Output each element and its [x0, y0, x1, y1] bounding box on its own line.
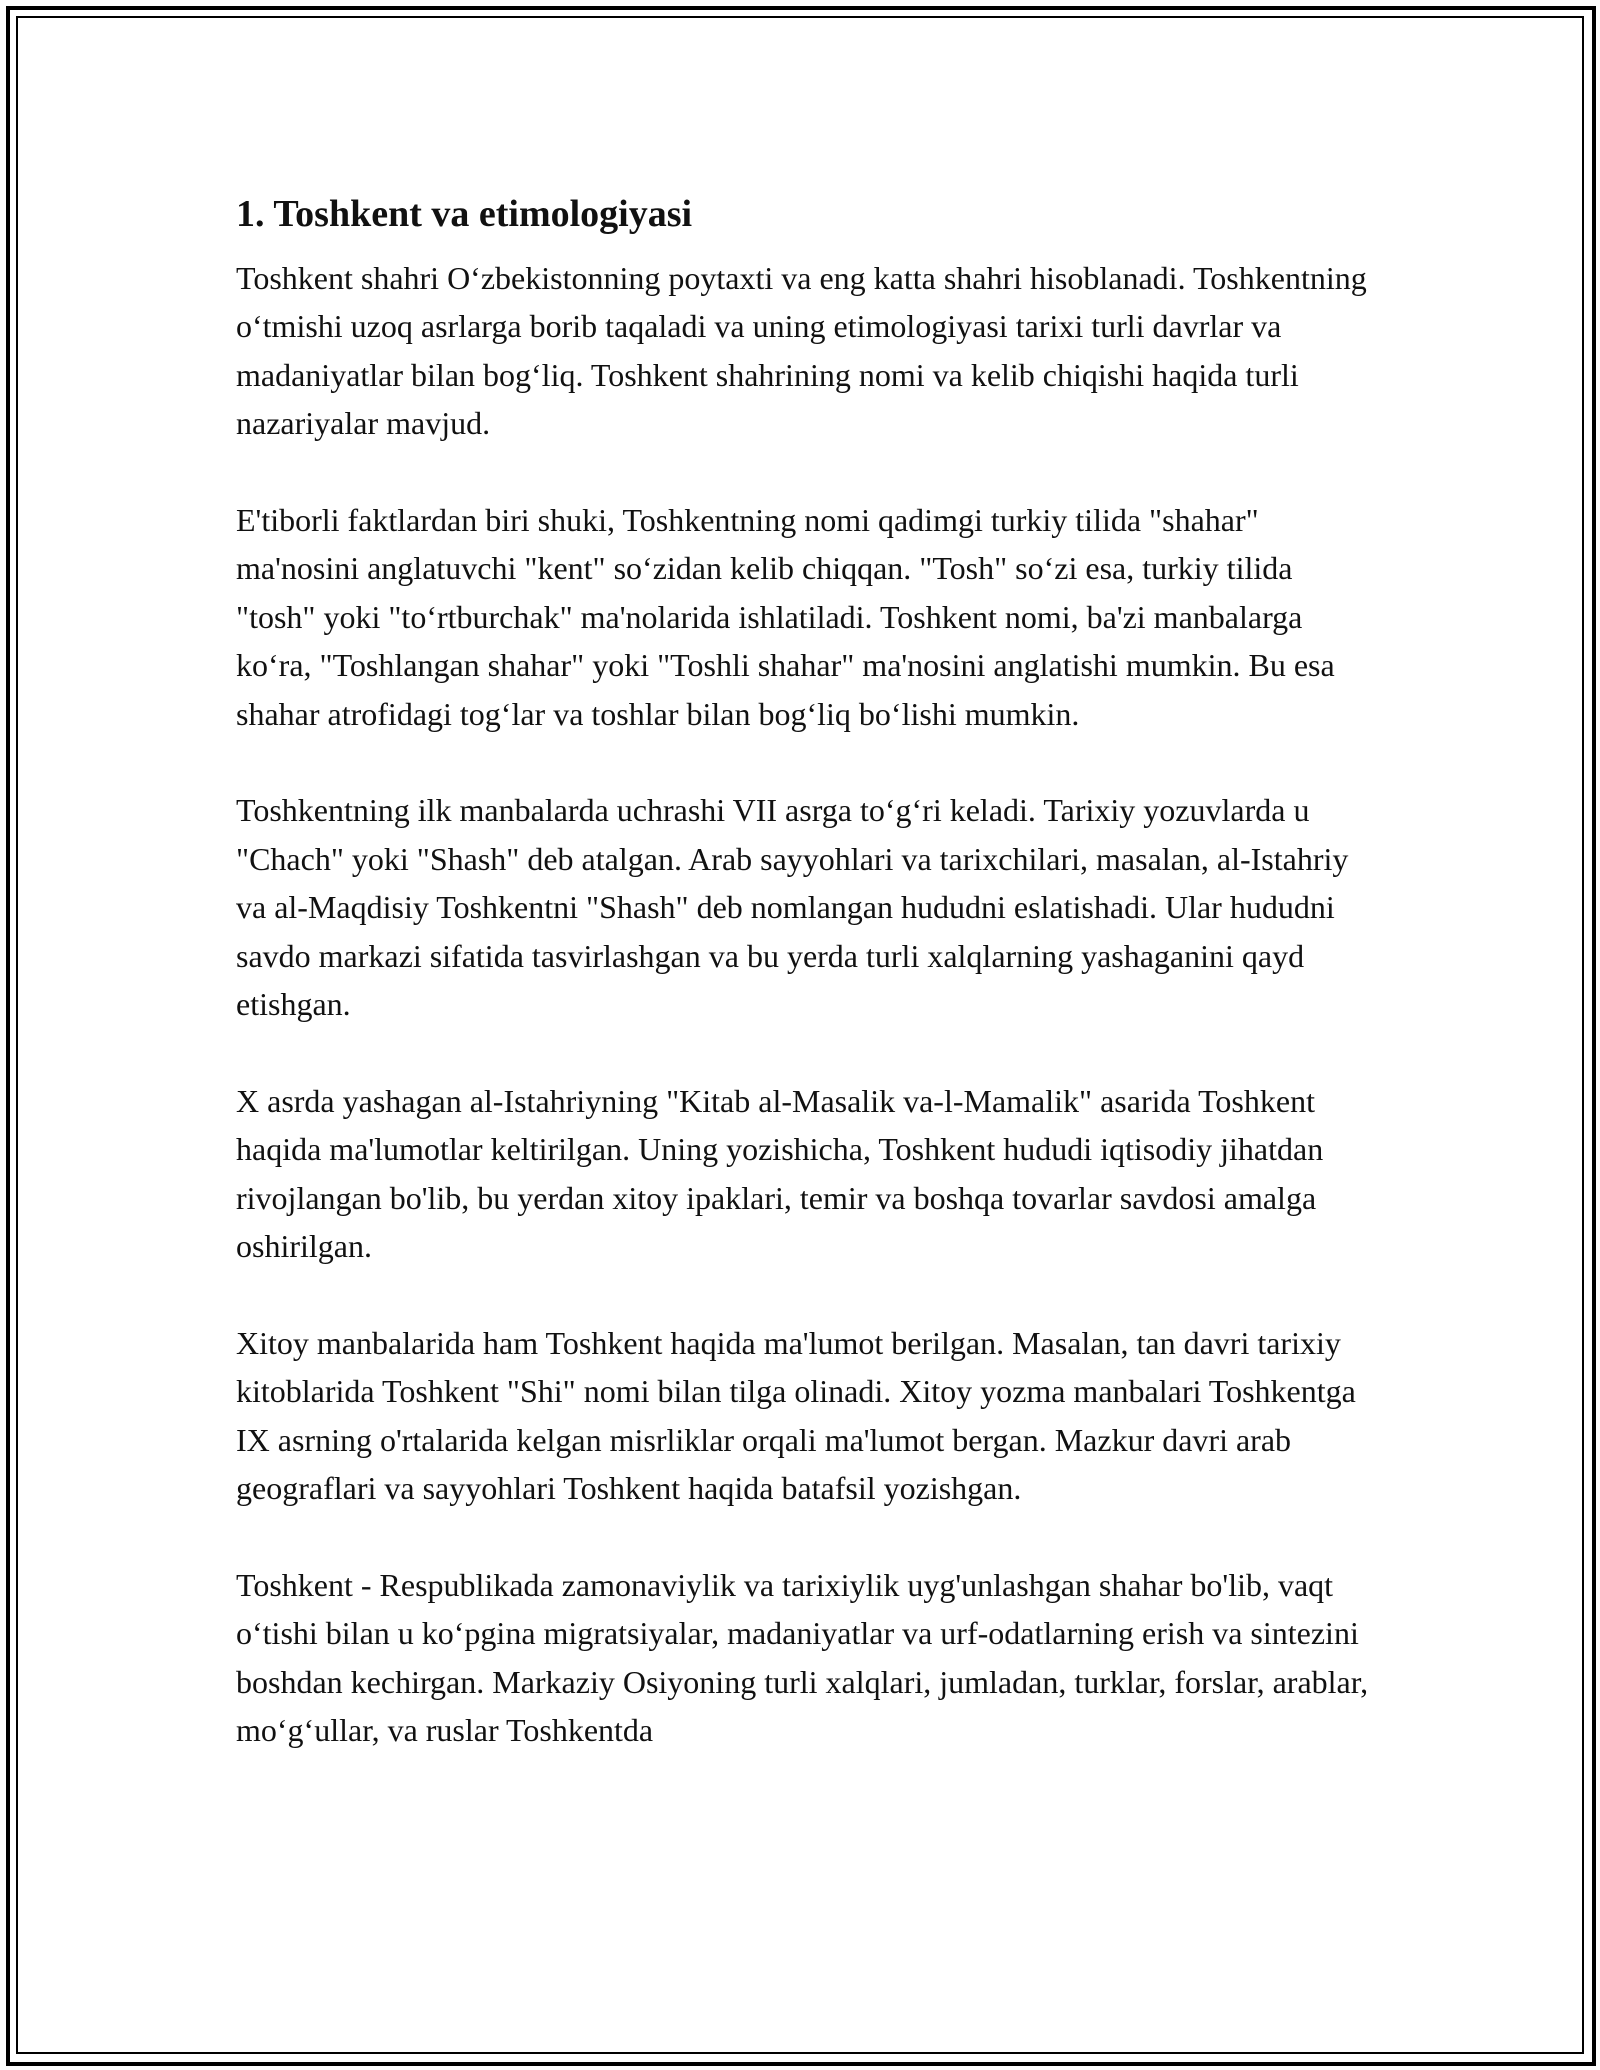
- section-heading: 1. Toshkent va etimologiyasi: [236, 193, 693, 235]
- paragraph-4: X asrda yashagan al-Istahriyning "Kitab al-Masalik va-l-Mamalik" asarida Toshkent haqida ma'lumotlar keltirilgan. Uning yozishicha, Toshkent hududi iqtisodiy jihatdan rivojlangan bo'lib, bu yerdan xitoy ipaklari, temir va boshqa tovarlar savdosi amalga oshirilgan.: [236, 1082, 1324, 1265]
- paragraph-1: Toshkent shahri O‘zbekistonning poytaxti va eng katta shahri hisoblanadi. Toshkentning o‘tmishi uzoq asrlarga borib taqaladi va uning etimologiyasi tarixi turli davrlar va madaniyatlar bilan bog‘liq. Toshkent shahrining nomi va kelib chiqishi haqida turli nazariyalar mavjud.: [236, 260, 1367, 442]
- paragraph-5: Xitoy manbalarida ham Toshkent haqida ma'lumot berilgan. Masalan, tan davri tarixiy kitoblarida Toshkent "Shi" nomi bilan tilga olinadi. Xitoy yozma manbalari Toshkentga IX asrning o'rtalarida kelgan misrliklar orqali ma'lumot bergan. Mazkur davri arab geograflari va sayyohlari Toshkent haqida batafsil yozishgan.: [236, 1324, 1356, 1507]
- paragraph-2: E'tiborli faktlardan biri shuki, Toshkentning nomi qadimgi turkiy tilida "shahar" ma'nosini anglatuvchi "kent" so‘zidan kelib chiqqan. "Tosh" so‘zi esa, turkiy tilida "tosh" yoki "to‘rtburchak" ma'nolarida ishlatiladi. Toshkent nomi, ba'zi manbalarga ko‘ra, "Toshlangan shahar" yoki "Toshli shahar" ma'nosini anglatishi mumkin. Bu esa shahar atrofidagi tog‘lar va toshlar bilan bog‘liq bo‘lishi mumkin.: [236, 502, 1335, 732]
- document-body: [236, 186, 1376, 1803]
- paragraph-3: Toshkentning ilk manbalarda uchrashi VII asrga to‘g‘ri keladi. Tarixiy yozuvlarda u "Chach" yoki "Shash" deb atalgan. Arab sayyohlari va tarixchilari, masalan, al-Istahriy va al-Maqdisiy Toshkentni "Shash" deb nomlangan hududni eslatishadi. Ular hududni savdo markazi sifatida tasvirlashgan va bu yerda turli xalqlarning yashaganini qayd etishgan.: [236, 792, 1349, 1023]
- paragraph-6: Toshkent - Respublikada zamonaviylik va tarixiylik uyg'unlashgan shahar bo'lib, vaqt o‘tishi bilan u ko‘pgina migratsiyalar, madaniyatlar va urf-odatlarning erish va sintezini boshdan kechirgan. Markaziy Osiyoning turli xalqlari, jumladan, turklar, forslar, arablar, mo‘g‘ullar, va ruslar Toshkentda: [236, 1566, 1369, 1749]
